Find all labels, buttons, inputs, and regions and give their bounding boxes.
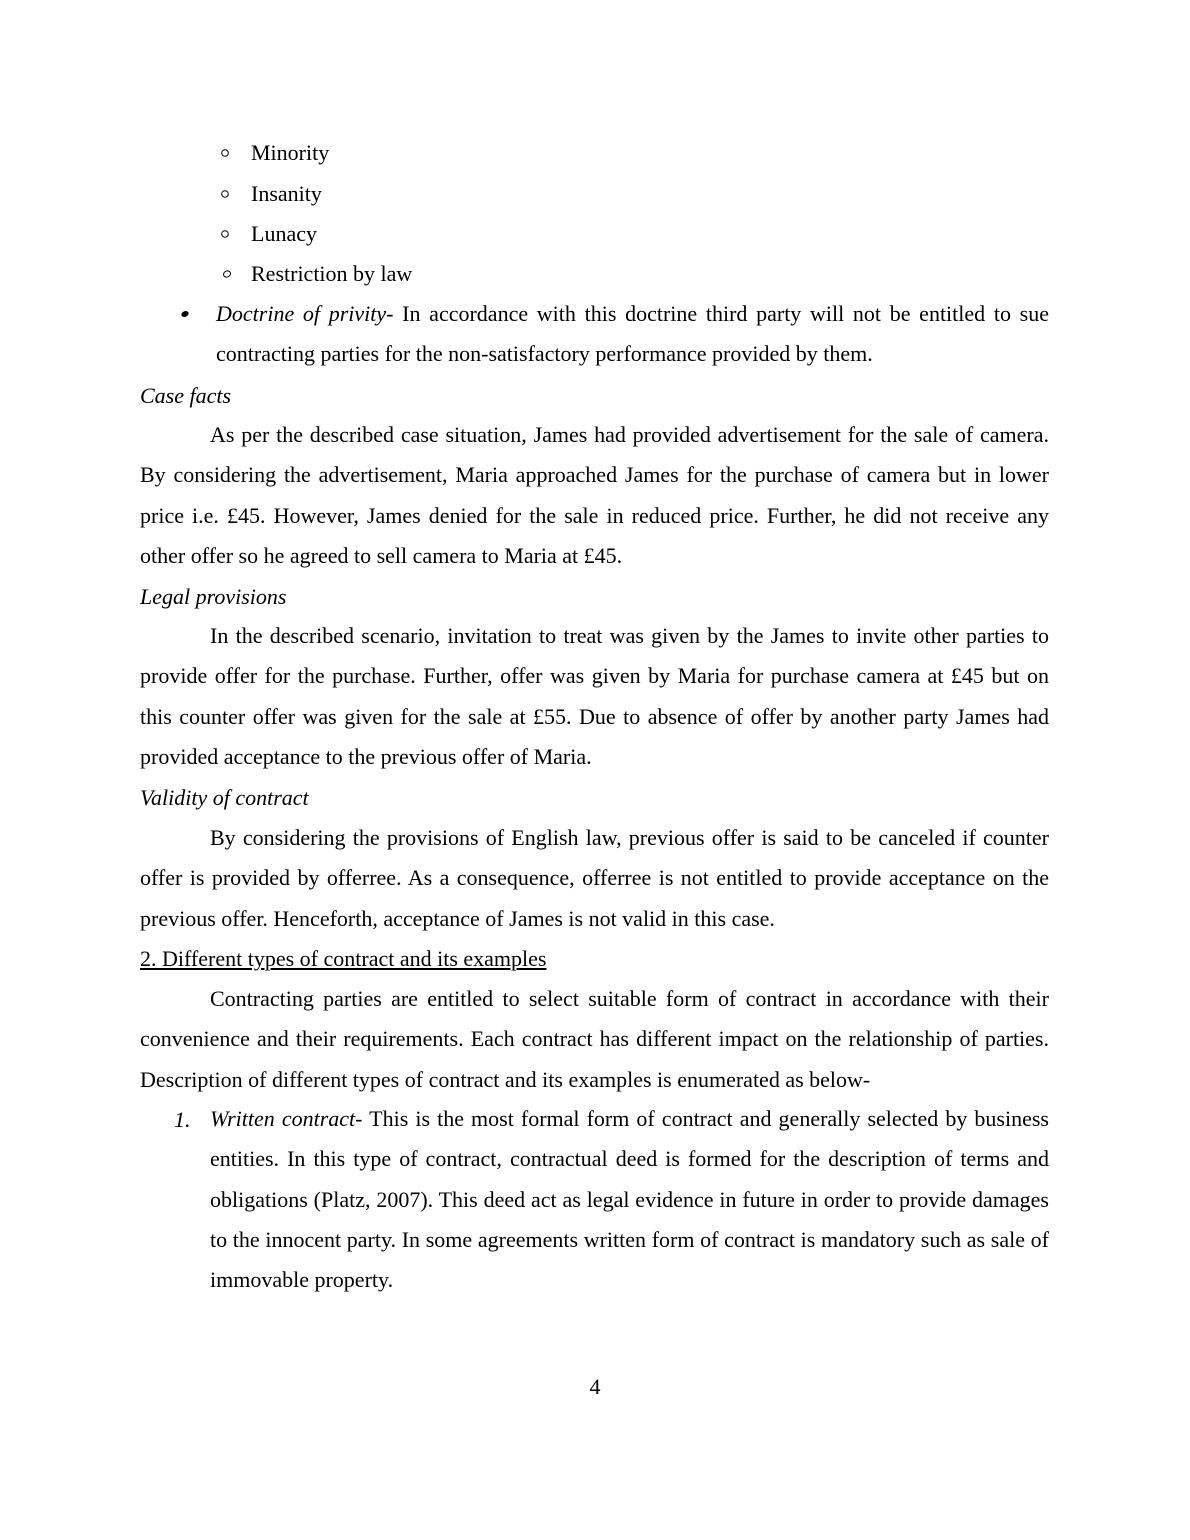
circle-bullet-icon: [222, 269, 232, 279]
written-contract-term: Written contract: [210, 1106, 356, 1131]
sub-list-item: Lunacy: [251, 221, 317, 246]
circle-bullet-icon: [220, 148, 230, 158]
privity-paragraph: [216, 294, 1049, 375]
section-heading: 2. Different types of contract and its examples: [140, 946, 547, 971]
privity-text: - In accordance with this doctrine third party will not be entitled to sue contracting parties for the non-satisfactory performance provided by them.: [216, 301, 1049, 367]
validity-body: By considering the provisions of English law, previous offer is said to be canceled if counter offer is provided by offerree. As a consequence, offerree is not entitled to provide acceptance on the previous offer. Henceforth, acceptance of James is not valid in this case.: [140, 825, 1049, 931]
legal-provisions-body: In the described scenario, invitation to treat was given by the James to invite other parties to provide offer for the purchase. Further, offer was given by Maria for purchase camera at £45 but on this counter offer was given for the sale at £55. Due to absence of offer by another party James had provided acceptance to the previous offer of Maria.: [140, 623, 1049, 769]
filled-bullet-icon: [180, 309, 190, 319]
sub-list-item: Restriction by law: [251, 261, 413, 286]
privity-term: Doctrine of privity: [216, 301, 387, 326]
validity-heading: Validity of contract: [140, 785, 309, 810]
legal-provisions-heading: Legal provisions: [140, 584, 287, 609]
list-number: 1.: [174, 1107, 191, 1132]
section-intro: Contracting parties are entitled to select suitable form of contract in accordance with their convenience and their requirements. Each contract has different impact on the relationship of parties. Description of different types of contract and its examples is enumerated as below-: [140, 986, 1049, 1092]
written-contract-paragraph: [210, 1099, 1049, 1300]
written-contract-text: - This is the most formal form of contract and generally selected by business entities. In this type of contract, contractual deed is formed for the description of terms and obligations (Platz, 2007). This deed act as legal evidence in future in order to provide damages to the innocent party. In some agreements written form of contract is mandatory such as sale of immovable property.: [210, 1106, 1049, 1293]
sub-list-item: Minority: [251, 140, 330, 165]
circle-bullet-icon: [220, 189, 230, 199]
circle-bullet-icon: [220, 229, 230, 239]
case-facts-body: As per the described case situation, James had provided advertisement for the sale of camera. By considering the advertisement, Maria approached James for the purchase of camera but in lower price i.e. £45. However, James denied for the sale in reduced price. Further, he did not receive any other offer so he agreed to sell camera to Maria at £45.: [140, 422, 1049, 568]
case-facts-heading: Case facts: [140, 383, 232, 408]
page-number: 4: [589, 1374, 601, 1399]
sub-list-item: Insanity: [251, 181, 322, 206]
